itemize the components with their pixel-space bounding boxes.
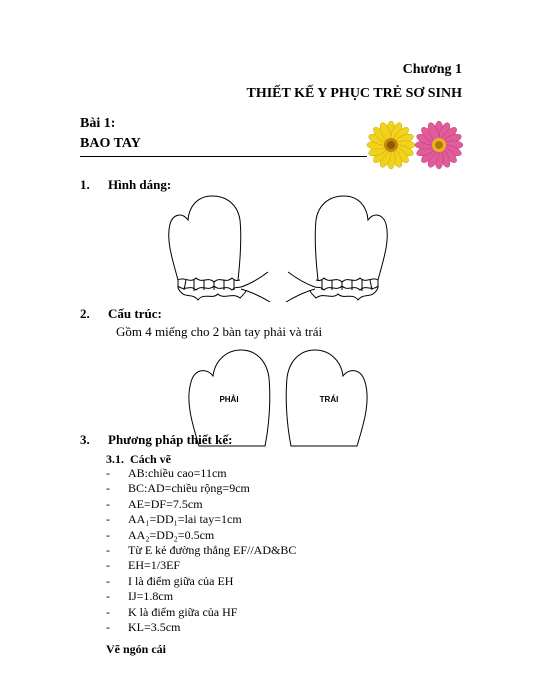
list-item	[104, 574, 296, 589]
thumb-heading: Vẽ ngón cái	[106, 642, 166, 656]
list-item	[104, 605, 296, 620]
list-item-text: Từ E kẻ đường thẳng EF//AD&BC	[128, 543, 297, 558]
mitten-left-outline	[169, 196, 241, 280]
list-item-text: AB:chiều cao=11cm	[128, 466, 227, 480]
list-item-text: IJ=1.8cm	[128, 589, 174, 604]
list-item	[104, 481, 296, 496]
section-3-heading: 3. Phương pháp thiết kế:	[80, 432, 233, 447]
lesson-label: Bài 1:	[80, 116, 116, 131]
mittens-shape-illustration	[164, 192, 396, 308]
title-underline	[80, 156, 367, 157]
list-item	[104, 589, 296, 604]
list-dash: -	[106, 496, 110, 511]
list-dash: -	[106, 604, 110, 619]
list-item-text: KL=3.5cm	[128, 620, 181, 635]
list-dash: -	[106, 481, 110, 496]
pattern-label-right: PHẢI	[219, 395, 239, 404]
list-dash: -	[106, 620, 110, 635]
list-dash: -	[106, 543, 110, 558]
list-dash: -	[106, 512, 110, 527]
list-item	[104, 466, 296, 481]
list-item-text: EH=1/3EF	[128, 558, 181, 573]
measurement-list	[104, 466, 296, 635]
list-item	[104, 528, 296, 543]
list-item	[104, 620, 296, 635]
list-item-text: K là điểm giữa của HF	[128, 604, 238, 619]
list-item	[104, 497, 296, 512]
list-item-text: I là điểm giữa của EH	[128, 573, 234, 588]
section-2-heading: 2. Cấu trúc:	[80, 306, 162, 321]
list-dash: -	[106, 589, 110, 604]
list-item-text: AA₁=DD₁=lai tay=1cm	[128, 512, 242, 527]
list-item-text: AA₂=DD₂=0.5cm	[128, 527, 215, 542]
yellow-flower-icon	[366, 120, 416, 170]
list-item-text: BC:AD=chiều rộng=9cm	[128, 481, 250, 496]
chapter-title: THIẾT KẾ Y PHỤC TRẺ SƠ SINH	[246, 86, 462, 101]
structure-description: Gồm 4 miếng cho 2 bàn tay phải và trái	[116, 324, 323, 339]
list-dash: -	[106, 558, 110, 573]
list-dash: -	[106, 527, 110, 542]
drawing-method-heading: 3.1. Cách vẽ	[106, 452, 171, 466]
list-item	[104, 512, 296, 527]
lesson-title: BAO TAY	[80, 136, 141, 151]
section-1-heading: 1. Hình dáng:	[80, 177, 172, 192]
list-item-text: AE=DF=7.5cm	[128, 496, 203, 511]
pattern-label-left: TRÁI	[319, 395, 339, 404]
list-dash: -	[106, 573, 110, 588]
pink-flower-icon	[414, 120, 464, 170]
list-item	[104, 543, 296, 558]
chapter-label: Chương 1	[402, 62, 462, 77]
list-dash: -	[106, 466, 110, 480]
mitten-right-outline	[315, 196, 387, 280]
list-item	[104, 558, 296, 573]
